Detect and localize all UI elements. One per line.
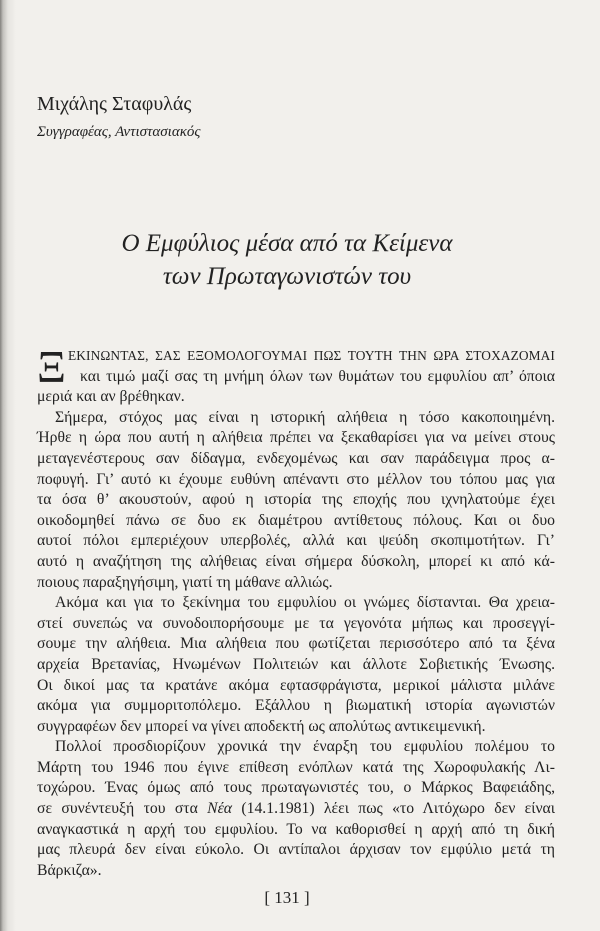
paragraph bbox=[37, 341, 555, 408]
text-line bbox=[37, 799, 555, 820]
chapter-title-line: των Πρωταγωνιστών του bbox=[162, 263, 412, 290]
text-line: τοχώρου. Ένας όμως από τους πρωταγωνιστές του, ο Μάρκος Βαφειάδης, bbox=[37, 779, 555, 797]
text-line: Ακόμα και για το ξεκίνημα του εμφυλίου οι γνώμες δίστανται. Θα χρεια- bbox=[55, 594, 555, 612]
paragraph bbox=[37, 737, 555, 881]
author-role: Συγγραφέας, Αντιστασιακός bbox=[37, 124, 201, 140]
text-line: Μάρτη του 1946 που έγινε επίθεση ενόπλων κατά της Χωροφυλακής Λι- bbox=[37, 758, 555, 776]
paragraph bbox=[37, 593, 555, 737]
text-segment: (14.1.1981) λέει πως «το Λιτόχωρο δεν είναι bbox=[232, 800, 555, 818]
chapter-title-line: Ο Εμφύλιος μέσα από τα Κείμενα bbox=[121, 230, 453, 257]
text-line: συγγραφέων δεν μπορεί να γίνει αποδεκτή ως απολύτως αντικειμενική. bbox=[37, 717, 486, 735]
text-line: Ήρθε η ώρα που αυτή η αλήθεια πρέπει να ξεκαθαρίσει για να μείνει στους bbox=[37, 429, 555, 447]
text-line: ποφυγή. Γι’ αυτό κι έχουμε ευθύνη απέναντι στο μέλλον του τόπου μας για bbox=[37, 470, 555, 488]
page-spine-shadow bbox=[0, 0, 16, 931]
author-name: Μιχάλης Σταφυλάς bbox=[37, 93, 192, 115]
text-line: και τιμώ μαζί σας τη μνήμη όλων των θυμάτων του εμφυλίου απ’ όποια bbox=[80, 367, 555, 385]
text-line: οικοδομηθεί πάνω σε δυο εκ διαμέτρου αντίθετους πόλους. Και οι δυο bbox=[37, 511, 555, 529]
text-line: σουμε την αλήθεια. Μια αλήθεια που φωτίζεται περισσότερο από τα ξένα bbox=[37, 635, 555, 653]
body-text bbox=[37, 341, 555, 881]
text-line: Οι δικοί μας τα κρατάνε ακόμα εφτασφράγιστα, μερικοί μάλιστα μιλάνε bbox=[37, 676, 555, 694]
page-number: [ 131 ] bbox=[264, 888, 310, 907]
paragraph bbox=[37, 408, 555, 593]
small-caps-opening: ΕΚΙΝΩΝΤΑΣ, ΣΑΣ ΕΞΟΜΟΛΟΓΟΥΜΑΙ ΠΩΣ ΤΟΥΤΗ ΤΗΝ ΩΡΑ ΣΤΟΧΑΖΟΜΑΙ bbox=[68, 348, 555, 363]
text-line: ποιους παραξηγήσιμη, γιατί τη μάθανε αλλιώς. bbox=[37, 573, 333, 591]
text-line: αρχεία Βρετανίας, Ηνωμένων Πολιτειών και άλλοτε Σοβιετικής Ένωσης. bbox=[37, 655, 555, 673]
text-line: αυτοί πόλοι εμπεριέχουν υπερβολές, αλλά και ψεύδη σκοπιμοτήτων. Γι’ bbox=[37, 532, 555, 550]
chapter-title bbox=[37, 227, 537, 293]
text-line bbox=[37, 346, 555, 367]
text-line: αναγκαστικά η αρχή του εμφυλίου. Το να καθορισθεί η αρχή από τη δική bbox=[37, 820, 555, 838]
text-line: μεριά και αν βρέθηκαν. bbox=[37, 388, 185, 406]
text-line: Σήμερα, στόχος μας είναι η ιστορική αλήθεια η τόσο κακοποιημένη. bbox=[55, 408, 555, 426]
text-line: Πολλοί προσδιορίζουν χρονικά την έναρξη του εμφυλίου πολέμου το bbox=[55, 738, 555, 756]
drop-cap: Ξ bbox=[37, 341, 66, 392]
text-line: ακόμα για συμμοριτοπόλεμο. Εξάλλου η βιωματική ιστορία αγωνιστών bbox=[37, 697, 555, 715]
text-line: αυτό η αναζήτηση της αλήθειας είναι σήμερα δύσκολη, μπορεί κι από κά- bbox=[37, 552, 555, 570]
text-line: Βάρκιζα». bbox=[37, 861, 102, 879]
text-line: τα όσα θ’ ακουστούν, αφού η ιστορία της εποχής που ιχνηλατούμε έχει bbox=[37, 491, 555, 509]
text-line: στεί συνεπώς να συνοδοιπορήσουμε με τα γεγονότα μήπως και προσεγγί- bbox=[37, 614, 555, 632]
text-line: μας πλευρά δεν είναι εύκολο. Οι αντίπαλοι άρχισαν τον εμφύλιο μετά τη bbox=[37, 841, 555, 859]
newspaper-title: Νέα bbox=[207, 800, 233, 818]
text-line: μεταγενέστερους σαν δίδαγμα, ενδεχομένως και σαν παράδειγμα προς α- bbox=[37, 449, 555, 467]
text-segment: σε συνέντευξή του στα bbox=[37, 800, 208, 818]
